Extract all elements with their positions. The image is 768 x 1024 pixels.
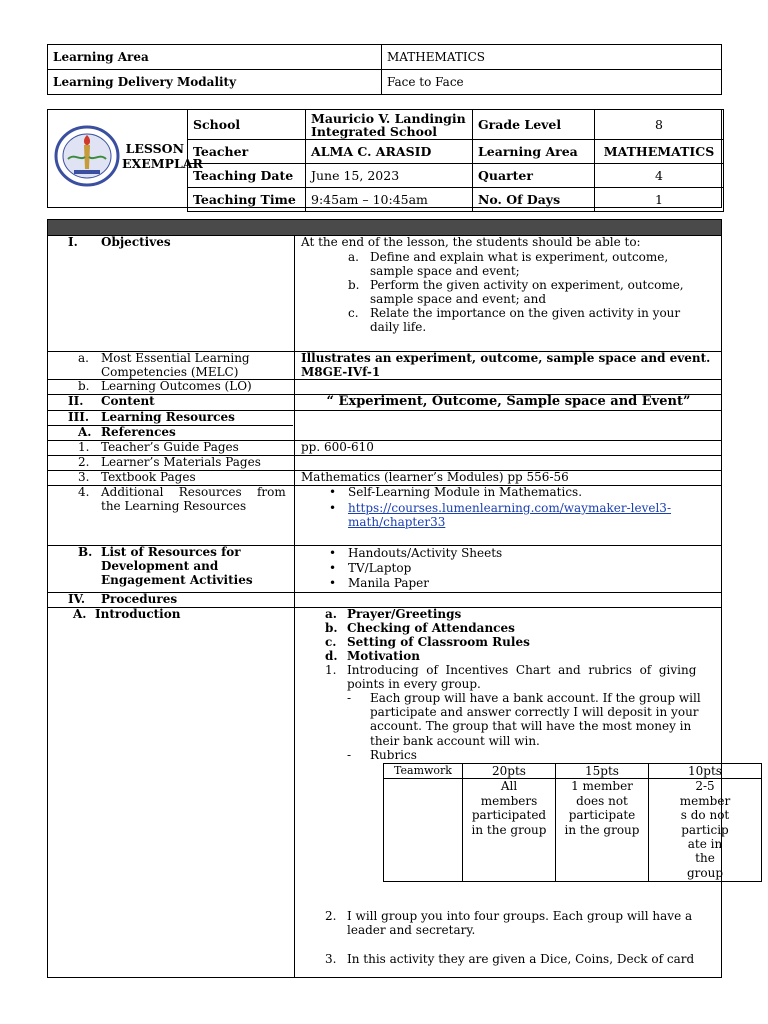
content-num: II. — [68, 394, 84, 408]
lumenlearning-link-line1[interactable]: https://courses.lumenlearning.com/waymaker-level3- — [348, 501, 671, 515]
list-letter: B. — [78, 545, 93, 559]
list-label-line1: List of Resources for — [101, 545, 241, 559]
rubric-10-line: group — [686, 865, 724, 880]
references-label: References — [101, 425, 176, 439]
item1-line2: points in every group. — [347, 677, 481, 691]
procedures-num: IV. — [68, 592, 86, 606]
modality-label: Learning Delivery Modality — [48, 70, 382, 95]
rubric-20-line: members — [480, 793, 538, 808]
school-seal-logo — [54, 125, 120, 187]
objective-a-letter: a. — [348, 250, 359, 264]
rubric-empty-cell — [384, 779, 463, 882]
time-label: Teaching Time — [188, 188, 306, 212]
procedures-label: Procedures — [101, 592, 178, 606]
learning-area-label: Learning Area — [48, 45, 382, 70]
item2-line2: leader and secretary. — [347, 923, 476, 937]
rubric-20-line: All — [500, 779, 518, 794]
list-item-manila: Manila Paper — [348, 576, 430, 590]
days-value: 1 — [595, 188, 724, 212]
item1-line1: Introducing of Incentives Chart and rubrics of giving — [347, 663, 697, 677]
lesson-exemplar-title-line1: LESSON — [125, 141, 184, 156]
list-item-handouts: Handouts/Activity Sheets — [348, 546, 503, 560]
item3-line1: In this activity they are given a Dice, Coins, Deck of card — [347, 952, 695, 966]
bullet: • — [329, 576, 337, 590]
rubric-10pts-criteria — [649, 779, 762, 882]
bullet: • — [329, 561, 337, 575]
rubric-10-line: the — [695, 851, 715, 866]
lesson-plan-table — [47, 219, 731, 978]
rubric-10-line: s do not — [680, 808, 730, 823]
objective-c-line2: daily life. — [370, 320, 427, 334]
school-value — [306, 110, 473, 140]
quarter-label: Quarter — [473, 164, 595, 188]
objectives-intro: At the end of the lesson, the students should be able to: — [301, 235, 641, 249]
tb-num: 3. — [78, 470, 90, 484]
melc-value-line2: M8GE-IVf-1 — [301, 365, 381, 379]
objective-a-line2: sample space and event; — [370, 264, 520, 278]
tg-num: 1. — [78, 440, 90, 454]
date-value: June 15, 2023 — [306, 164, 473, 188]
rubric-header-20pts: 20pts — [463, 764, 556, 779]
tg-value: pp. 600-610 — [301, 440, 374, 454]
teacher-label: Teacher — [188, 140, 306, 164]
rubric-15-line: does not — [576, 793, 628, 808]
resources-label: Learning Resources — [101, 410, 235, 424]
rubric-20pts-criteria — [463, 779, 556, 882]
lesson-exemplar-title-line2: EXEMPLAR — [122, 156, 203, 171]
rubric-20-line: in the group — [471, 822, 547, 837]
days-label: No. Of Days — [473, 188, 595, 212]
item2-line1: I will group you into four groups. Each group will have a — [347, 909, 693, 923]
bank-line1: Each group will have a bank account. If the group will — [370, 691, 701, 705]
melc-label-line2: Competencies (MELC) — [101, 365, 239, 379]
rubric-10-line: 2-5 — [695, 779, 715, 794]
time-value: 9:45am – 10:45am — [306, 188, 473, 212]
additional-item-slm: Self-Learning Module in Mathematics. — [348, 485, 583, 499]
school-value-line1: Mauricio V. Landingin — [311, 110, 466, 126]
step-prayer: Prayer/Greetings — [347, 607, 462, 621]
melc-letter: a. — [78, 351, 89, 365]
lo-letter: b. — [78, 379, 90, 393]
learning-area-value: MATHEMATICS — [382, 45, 722, 70]
rubrics-label: Rubrics — [370, 748, 417, 762]
bank-line4: their bank account will win. — [370, 734, 540, 748]
bullet: • — [329, 485, 337, 499]
lesson-exemplar-header — [47, 109, 722, 208]
date-label: Teaching Date — [188, 164, 306, 188]
rubric-20-line: participated — [471, 808, 547, 823]
objectives-label: Objectives — [101, 235, 171, 249]
school-value-line2: Integrated School — [311, 123, 438, 139]
rubric-10-line: member — [679, 793, 731, 808]
quarter-value: 4 — [595, 164, 724, 188]
tb-value: Mathematics (learner’s Modules) pp 556-56 — [301, 470, 569, 484]
teacher-value: ALMA C. ARASID — [306, 140, 473, 164]
lumenlearning-link-line2[interactable]: math/chapter33 — [348, 515, 446, 529]
grade-value: 8 — [595, 110, 724, 140]
objectives-num: I. — [68, 235, 78, 249]
list-label-line2: Development and — [101, 559, 219, 573]
item2-num: 2. — [325, 909, 337, 923]
column-divider — [294, 235, 295, 977]
bank-line3: account. The group that will have the most money in — [370, 719, 692, 733]
content-value: “ Experiment, Outcome, Sample space and Event” — [326, 394, 691, 409]
bullet: • — [329, 546, 337, 560]
melc-value-line1: Illustrates an experiment, outcome, sample space and event. — [301, 351, 711, 365]
school-label: School — [188, 110, 306, 140]
rubric-header-15pts: 15pts — [556, 764, 649, 779]
rubric-table — [383, 763, 762, 882]
lm-label: Learner’s Materials Pages — [101, 455, 261, 469]
lo-label: Learning Outcomes (LO) — [101, 379, 252, 393]
grade-label: Grade Level — [473, 110, 595, 140]
content-label: Content — [101, 394, 155, 408]
objective-c-letter: c. — [348, 306, 359, 320]
bank-line2: participate and answer correctly I will deposit in your — [370, 705, 699, 719]
additional-label-line2: the Learning Resources — [101, 499, 247, 513]
item1-num: 1. — [325, 663, 337, 677]
dash: - — [347, 691, 352, 705]
resources-num: III. — [68, 410, 90, 424]
objective-b-line2: sample space and event; and — [370, 292, 547, 306]
rubric-15-line: participate — [568, 808, 636, 823]
melc-label-line1: Most Essential Learning — [101, 351, 250, 365]
step-b-letter: b. — [325, 621, 338, 635]
tb-label: Textbook Pages — [101, 470, 196, 484]
list-label-line3: Engagement Activities — [101, 573, 253, 587]
introduction-letter: A. — [73, 607, 87, 621]
lesson-exemplar-title — [122, 141, 203, 171]
rubric-15-line: 1 member — [571, 779, 633, 794]
header-band — [48, 220, 721, 235]
item3-num: 3. — [325, 952, 337, 966]
objective-c-line1: Relate the importance on the given activity in your — [370, 306, 681, 320]
lesson-details-table — [187, 109, 724, 212]
rubric-header-10pts: 10pts — [649, 764, 762, 779]
step-c-letter: c. — [325, 635, 337, 649]
references-letter: A. — [78, 425, 92, 439]
step-attendance: Checking of Attendances — [347, 621, 515, 635]
list-item-tv: TV/Laptop — [348, 561, 412, 575]
objective-a-line1: Define and explain what is experiment, outcome, — [370, 250, 669, 264]
rubric-10-line: particip — [681, 822, 729, 837]
rubric-10-line: ate in — [687, 837, 723, 852]
step-motivation: Motivation — [347, 649, 420, 663]
area-label: Learning Area — [473, 140, 595, 164]
rubric-header-teamwork: Teamwork — [384, 764, 463, 779]
tg-label: Teacher’s Guide Pages — [101, 440, 239, 454]
bullet: • — [329, 501, 337, 515]
area-value: MATHEMATICS — [595, 140, 724, 164]
objective-b-letter: b. — [348, 278, 360, 292]
introduction-label: Introduction — [95, 607, 181, 621]
step-d-letter: d. — [325, 649, 338, 663]
dash: - — [347, 748, 352, 762]
learning-area-table — [47, 44, 722, 95]
step-a-letter: a. — [325, 607, 337, 621]
modality-value: Face to Face — [382, 70, 722, 95]
step-rules: Setting of Classroom Rules — [347, 635, 530, 649]
additional-label-line1: Additional Resources from — [101, 485, 286, 499]
rubric-15-line: in the group — [564, 822, 640, 837]
objective-b-line1: Perform the given activity on experiment, outcome, — [370, 278, 684, 292]
lm-num: 2. — [78, 455, 90, 469]
additional-num: 4. — [78, 485, 90, 499]
rubric-15pts-criteria — [556, 779, 649, 882]
